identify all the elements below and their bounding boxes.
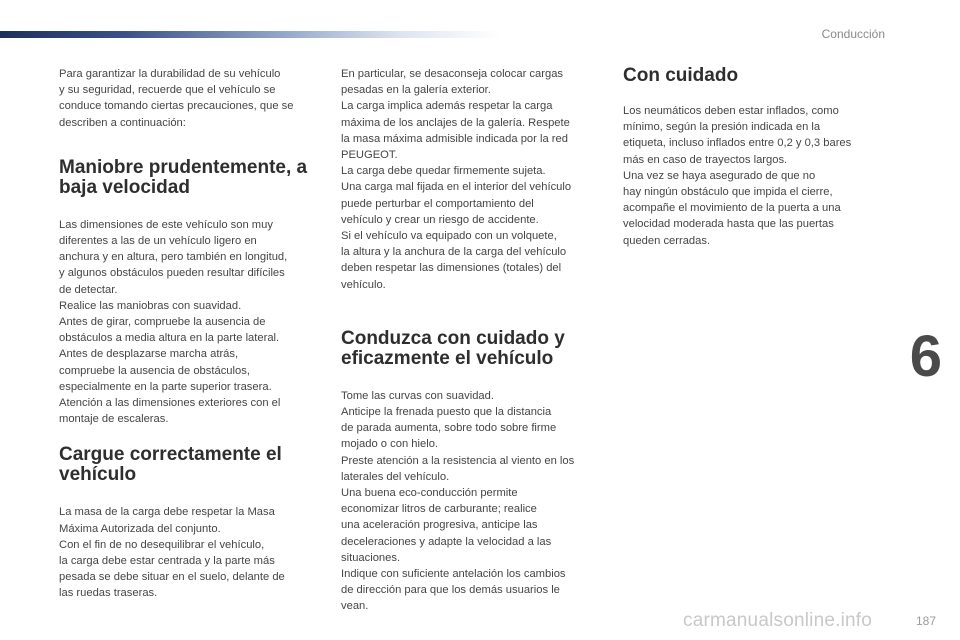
text-line: Para garantizar la durabilidad de su vehículo [59,68,281,80]
text-line: acompañe el movimiento de la puerta a una [623,202,841,215]
text-line: de parada aumenta, sobre todo sobre firme [341,422,557,435]
text-line: pesada se debe situar en el suelo, delante de [59,571,285,584]
column-3 [623,66,885,249]
text-line: Si el vehículo va equipado con un volquete, [341,230,557,243]
text-line: vehículo y crear un riesgo de accidente. [341,213,539,226]
text-line: y algunos obstáculos pueden resultar difíciles [59,267,285,280]
particular-body [341,66,603,293]
text-line: Una carga mal fijada en el interior del vehículo [341,181,572,194]
text-line: vean. [341,600,369,613]
text-line: compruebe la ausencia de obstáculos, [59,364,250,377]
heading-maniobre [59,158,321,198]
text-line: velocidad moderada hasta que las puertas [623,218,834,231]
cargue-body [59,504,321,601]
text-line: deceleraciones y adapte la velocidad a las [341,535,552,548]
heading-cuidado [623,66,885,86]
text-line: Los neumáticos deben estar inflados, como [623,105,839,117]
text-line: hay ningún obstáculo que impida el cierre, [623,186,833,199]
text-line: PEUGEOT. [341,149,398,162]
text-line: anchura y en altura, pero también en longitud, [59,251,288,264]
text-line: la masa máxima admisible indicada por la red [341,132,568,145]
text-line: laterales del vehículo. [341,470,450,483]
heading-line: Maniobre prudentemente, a [59,156,308,178]
section-title: Conducción [821,27,885,41]
conduzca-body [341,388,603,615]
text-line: Preste atención a la resistencia al viento en los [341,454,575,467]
heading-line: Conduzca con cuidado y [341,327,565,349]
text-line: Máxima Autorizada del conjunto. [59,522,221,535]
text-line: especialmente en la parte superior trasera. [59,380,272,393]
text-line: Anticipe la frenada puesto que la distancia [341,406,552,419]
text-line: conduce tomando ciertas precauciones, que se [59,100,294,113]
text-line: En particular, se desaconseja colocar cargas [341,68,564,80]
text-line: Una buena eco-conducción permite [341,487,518,500]
text-line: Las dimensiones de este vehículo son muy [59,218,273,231]
text-line: Con el fin de no desequilibrar el vehículo, [59,538,265,551]
text-line: Una vez se haya asegurado de que no [623,169,816,182]
text-line: mínimo, según la presión indicada en la [623,121,821,134]
heading-line: Con cuidado [623,65,739,86]
text-line: Atención a las dimensiones exteriores con el [59,397,281,410]
text-line: la carga debe estar centrada y la parte más [59,555,275,568]
text-line: de dirección para que los demás usuarios le [341,584,560,597]
text-line: y su seguridad, recuerde que el vehículo se [59,84,276,97]
text-line: queden cerradas. [623,234,711,247]
cuidado-body [623,103,885,249]
text-line: situaciones. [341,551,401,564]
page-number: 187 [915,614,936,628]
text-line: Antes de desplazarse marcha atrás, [59,348,239,361]
heading-line: vehículo [59,464,137,486]
text-line: La carga implica además respetar la carga [341,100,553,113]
text-line: montaje de escaleras. [59,413,169,426]
header-gradient-bar [0,31,500,38]
intro-paragraph [59,66,321,131]
text-line: más en caso de trayectos largos. [623,153,788,166]
text-line: vehículo. [341,278,386,291]
chapter-number: 6 [909,324,942,389]
column-2 [341,66,603,615]
text-line: la altura y la anchura de la carga del vehículo [341,246,567,259]
column-1 [59,66,321,602]
text-line: La carga debe quedar firmemente sujeta. [341,165,546,178]
heading-line: baja velocidad [59,176,190,198]
text-line: las ruedas traseras. [59,587,158,600]
text-line: obstáculos a media altura en la parte lateral. [59,332,280,345]
maniobre-body [59,217,321,428]
text-line: pesadas en la galería exterior. [341,84,491,97]
heading-line: Cargue correctamente el [59,444,282,466]
heading-cargue [59,445,321,485]
text-line: Realice las maniobras con suavidad. [59,299,242,312]
heading-line: eficazmente el vehículo [341,347,554,369]
text-line: Indique con suficiente antelación los cambios [341,568,566,581]
text-line: diferentes a las de un vehículo ligero en [59,235,257,248]
text-line: una aceleración progresiva, anticipe las [341,519,538,532]
heading-conduzca [341,329,603,369]
text-line: Tome las curvas con suavidad. [341,389,494,402]
text-line: etiqueta, incluso inflados entre 0,2 y 0,3 bares [623,137,852,150]
text-line: deben respetar las dimensiones (totales) del [341,262,562,275]
text-line: puede perturbar el comportamiento del [341,197,534,210]
watermark: carmanualsonline.info [683,610,873,631]
text-line: describen a continuación: [59,116,186,129]
text-line: de detectar. [59,283,118,296]
text-line: máxima de los anclajes de la galería. Respete [341,116,570,129]
text-line: economizar litros de carburante; realice [341,503,537,516]
text-line: La masa de la carga debe respetar la Masa [59,506,275,519]
text-line: Antes de girar, compruebe la ausencia de [59,316,266,329]
text-line: mojado o con hielo. [341,438,439,451]
